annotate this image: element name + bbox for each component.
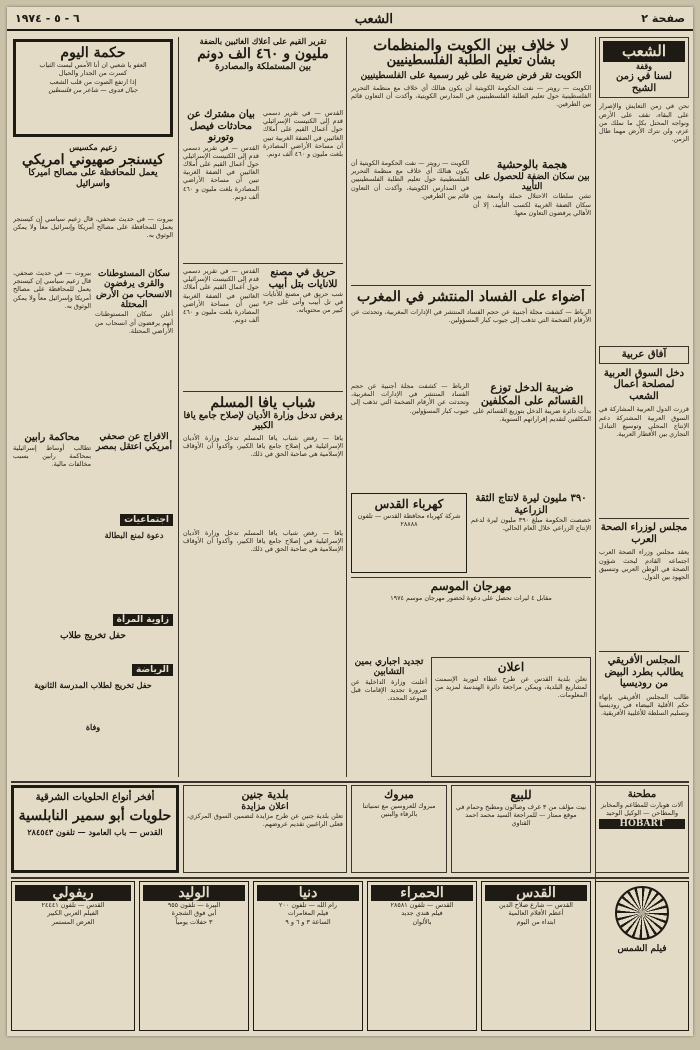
tax-headline: ضريبة الدخل توزع القسائم على المكلفين (480, 382, 584, 407)
rabin-story (13, 432, 91, 502)
tax-body: بدأت دائرة ضريبة الدخل بتوزيع القسائم على المكلفين لتقديم إقراراتهم السنوية. (473, 407, 591, 424)
announcement-body: تعلن بلدية القدس عن طرح عطاء لتوريد الإسمنت لمشاريع البلدية، ويمكن مراجعة دائرة الهندسة لمزيد من المعلومات. (435, 674, 587, 700)
kissinger-headline: كيسنجر صهيوني امريكي (22, 152, 164, 169)
festival-headline: مهرجان الموسم (430, 580, 512, 593)
school-headline: حفل تخريج لطلاب المدرسة الثانوية (34, 681, 152, 690)
cinema-dunya-line-2: فيلم المغامرات (287, 909, 329, 918)
school-brief (13, 681, 173, 721)
hobart-ad (595, 785, 689, 873)
cinema-dunya-line-1: رام الله — تلفون ٢٠٠ (278, 901, 338, 910)
graduation-brief (13, 631, 173, 655)
settlers-body: أعلن سكان المستوطنات أنهم يرفضون أي انسحاب من الأراضي المحتلة. (95, 310, 173, 335)
announcement-headline: اعلان (497, 660, 525, 674)
announcement-box (431, 657, 591, 777)
jaffa-headline: شباب يافا المسلم (210, 395, 316, 411)
divider (351, 285, 591, 286)
sweets-line-1: أفخر أنواع الحلويات الشرقية (35, 792, 155, 803)
obituary-brief (13, 723, 173, 763)
jaffa-body-continued: يافا — رفض شباب يافا المسلم تدخل وزارة الأديان الإسرائيلية في إصلاح جامع يافا الكبير، وأكدوا أن الأوقاف الإسلامية هي صاحبة الحق في ذلك. (183, 529, 343, 554)
health-ministers-body: يعقد مجلس وزراء الصحة العرب اجتماعه القادم لبحث شؤون الصحة في الوطن العربي وتنسيق الجهود بين الدول. (599, 548, 689, 582)
land-body: القدس — في تقرير دسمي قدم إلى الكنيست الإسرائيلي حول أعمال القيم على أملاك الغائبين في الضفة الغربية تبين أن مساحة الأراضي المصادرة بلغت مليون و ٤٦٠ ألف دونم. (263, 109, 343, 159)
proverb-line-2: كسرت من الجدار والحبال (58, 69, 128, 78)
editorial-heading: لسنا في زمن الشبح (616, 71, 672, 94)
rabin-body: تطالب أوساط إسرائيلية بمحاكمة رابين بسبب مخالفات مالية. (13, 443, 91, 468)
journalist-story (95, 432, 173, 502)
lead-body-continued: الكويت — رويتر — نفت الحكومة الكويتية أن يكون هنالك أي خلاف مع منظمة التحرير الفلسطينية حول تعليم الطلبة الفلسطينيين في المدارس الكويتية، وأكدت أن التعاون قائم بين الطرفين. (351, 159, 469, 200)
women-flag (13, 607, 173, 629)
rabin-headline: محاكمة رابين (24, 432, 80, 443)
cinema-walid-line-3: ٣ حفلات يومياً (175, 917, 213, 926)
cinema-rivoli (11, 881, 135, 1031)
statement-story (183, 109, 259, 259)
column-rule (178, 37, 179, 777)
unemployment-story (95, 531, 173, 601)
fire-body-continued: القدس — في تقرير دسمي قدم إلى الكنيست الإسرائيلي حول أعمال القيم على أملاك الغائبين في الضفة الغربية تبين أن مساحة الأراضي المصادرة بلغت مليون و ٤٦٠ ألف دونم. (183, 267, 259, 325)
cinema-dunya-line-3: الساعة ٣ و ٦ و ٩ (285, 917, 331, 926)
morocco-body: الرباط — كشفت مجلة أجنبية عن حجم الفساد المنتشر في الإدارات المغربية، وتحدثت عن الأرقام الضخمة التي تذهب إلى جيوب كبار المسؤولين. (351, 308, 591, 325)
cinema-hamra-name: الحمراء (371, 885, 473, 901)
morocco-story (351, 289, 591, 379)
cinema-walid (139, 881, 249, 1031)
land-headline: مليون و ٤٦٠ الف دونم (197, 46, 329, 63)
journalist-headline: الافراج عن صحفي أمريكي اعتقل بمصر (96, 432, 172, 453)
editorial-logo: الشعب (603, 41, 685, 62)
cinema-walid-name: الوليد (143, 885, 245, 901)
cinema-walid-line-2: أبي فوق الشجرة (171, 909, 217, 918)
wedding-ad (351, 785, 447, 873)
proverb-box (13, 39, 173, 137)
arab-market-headline: دخل السوق العربية لمصلحة أعمال الشعب (603, 367, 685, 402)
cinema-hamra-line-3: بالألوان (412, 917, 432, 926)
electric-ad-body: شركة كهرباء محافظة القدس — تلفون ٢٨٨٨٨ (357, 511, 461, 528)
sweets-line-3: القدس — باب العامود — تلفون ٢٨٤٥٤٣ (27, 826, 163, 837)
cinema-quds-line-2: أعظم الأفلام العالمية (508, 909, 564, 918)
agriculture-body: خصصت الحكومة مبلغ ٣٩٠ مليون ليرة لدعم الإنتاج الزراعي خلال العام الحالي. (471, 516, 591, 533)
page-label: صفحة ٢ (641, 12, 685, 25)
wedding-headline: مبروك (384, 788, 414, 801)
african-council-headline: المجلس الأفريقي يطالب بطرد البيض من روديسيا (604, 655, 684, 690)
land-kicker: تقرير القيم على أعلاك الغائبين بالضفة (199, 37, 327, 46)
lead-headline-2: بشأن تعليم الطلبة الفلسطينيين (386, 53, 556, 69)
section-divider (11, 877, 689, 879)
column-rule (595, 37, 596, 897)
women-flag-label: زاوية المرأة (113, 614, 173, 626)
kissinger-body: بيروت — في حديث صحفي، قال زعيم سياسي إن كيسنجر يعمل للمحافظة على مصالح أمريكا وإسرائيل معاً ولا يمكن الوثوق به. (13, 215, 173, 240)
cinema-dunya-name: دنيا (257, 885, 359, 901)
sports-flag (13, 657, 173, 679)
tax-story (473, 382, 591, 490)
editorial-body: نحن في زمن التعايش والإصرار على البقاء، نقف على الأرض ونواجه المحتل بكل ما نملك من عزم، ولن نترك الأرض مهما طال الزمن. (599, 102, 689, 144)
divider (351, 577, 591, 578)
divider (599, 651, 689, 652)
statement-body: القدس — في تقرير دسمي قدم إلى الكنيست الإسرائيلي حول أعمال القيم على أملاك الغائبين في الضفة الغربية تبين أن مساحة الأراضي المصادرة بلغت مليون و ٤٦٠ ألف دونم. (183, 143, 259, 201)
festival-body: مقابل ٤ ليرات تحصل على دعوة لحضور مهرجان موسم ١٩٧٤ (390, 593, 552, 602)
sun-caption: فيلم الشمس (617, 944, 667, 954)
graduation-headline: حفل تخريج طلاب (60, 631, 126, 641)
proverb-line-3: إذا ارتفع الصوت من قلب الشعب (49, 77, 137, 86)
jenin-headline: بلدية جنين (241, 788, 289, 801)
kissinger-body-continued: بيروت — في حديث صحفي، قال زعيم سياسي إن كيسنجر يعمل للمحافظة على مصالح أمريكا وإسرائيل معاً ولا يمكن الوثوق به. (13, 269, 91, 310)
health-ministers-headline: مجلس لوزراء الصحة العرب (600, 522, 688, 545)
settlers-headline: سكان المستوطنات والقرى يرفضون الانسحاب من الأرض المحتلة (96, 269, 172, 311)
proverb-attribution: جبال فدوى — شاعر من فلسطين (48, 85, 138, 94)
sports-flag-label: الرياضة (132, 664, 173, 676)
obituary-headline: وفاة (85, 723, 101, 732)
divider (183, 263, 343, 264)
cinema-rivoli-name: ريفولي (15, 885, 131, 901)
fire-story (263, 267, 343, 387)
arab-market-body: قررت الدول العربية المشاركة في السوق العربية المشتركة دعم الإنتاج المحلي وتوسيع التبادل التجاري بين الأقطار العربية. (599, 405, 689, 439)
social-flag-label: اجتماعيات (120, 514, 173, 526)
cinema-hamra-line-2: فيلم هندي جديد (401, 909, 443, 918)
sweets-ad (11, 785, 179, 873)
hobart-logo: HOBART (599, 819, 685, 829)
settlers-story (95, 269, 173, 429)
cinema-rivoli-line-1: القدس — تلفون ٢٤٤٤١ (41, 901, 105, 910)
electric-ad (351, 493, 467, 573)
kissinger-sub: يعمل للمحافظة على مصالح اميركا واسرائيل (28, 168, 158, 189)
jordan-sub: بين سكان الضفة للحصول على التأييد (474, 171, 590, 192)
cinema-rivoli-line-2: الفيلم العربي الكبير (47, 909, 99, 918)
cinema-quds-line-1: القدس — شارع صلاح الدين (499, 901, 573, 910)
kissinger-kicker: زعيم مكسيس (69, 143, 117, 152)
arab-horizons-badge: آفاق عربية (599, 346, 689, 364)
renewal-body: أعلنت وزارة الداخلية عن ضرورة تجديد الإقامات قبل الموعد المحدد. (351, 677, 427, 703)
african-council-body: طالب المجلس الأفريقي بإنهاء حكم الأقلية البيضاء في روديسيا وتسليم السلطة للأغلبية الأفريقية. (599, 692, 689, 718)
cinema-hamra (367, 881, 477, 1031)
kissinger-story (13, 143, 173, 213)
divider (599, 518, 689, 519)
electric-ad-title: كهرباء القدس (374, 497, 444, 511)
lead-story (351, 37, 591, 157)
newspaper-page (7, 7, 693, 1036)
cinema-dunya (253, 881, 363, 1031)
festival-story (351, 580, 591, 655)
lead-subhead: الكويت تقر فرض ضريبة على غير رسمية على الفلسطينيين (360, 71, 582, 82)
jaffa-body: يافا — رفض شباب يافا المسلم تدخل وزارة الأديان الإسرائيلية في إصلاح جامع يافا الكبير، وأكدوا أن الأوقاف الإسلامية هي صاحبة الحق في ذلك. (183, 433, 343, 459)
jenin-sub: اعلان مزايدة (241, 801, 289, 812)
unemployment-headline: دعوة لمنع البطالة (104, 531, 164, 540)
morocco-continued (351, 382, 469, 490)
jordan-headline: هجمة بالوحشية (496, 159, 568, 171)
jordan-story (473, 159, 591, 281)
editorial-box (599, 37, 689, 98)
renewal-headline: تجديد اجباري بمين التشابين (354, 657, 424, 678)
lead-headline: لا خلاف بين الكويت والمنظمات (373, 37, 569, 54)
jaffa-sub: يرفض تدخل وزارة الأديان لإصلاح جامع يافا الكبير (183, 411, 343, 432)
column-rule (346, 37, 347, 777)
sun-ad (595, 881, 689, 1031)
cinema-quds-name: القدس (485, 885, 587, 901)
hobart-headline: مطحنة (627, 789, 657, 800)
fire-headline: حريق في مصنع للانايات بتل أبيب (268, 267, 338, 290)
section-divider (11, 781, 689, 783)
sale-ad (451, 785, 591, 873)
jenin-ad (183, 785, 347, 873)
cinema-quds-line-3: ابتداء من اليوم (516, 917, 556, 926)
jenin-body: تعلن بلدية جنين عن طرح مزايدة لتضمين السوق المركزي، فعلى الراغبين تقديم عروضهم. (187, 811, 343, 829)
renewal-story (351, 657, 427, 777)
wedding-body: مبروك للعروسين مع تمنياتنا بالرفاء والبنين (362, 801, 436, 818)
morocco-headline: أضواء على الفساد المنتشر في المغرب (357, 289, 585, 305)
jordan-body: تشن سلطات الاحتلال حملة واسعة بين سكان الضفة الغربية لكسب التأييد، إلا أن الأهالي يرفضون التعاون معها. (473, 192, 591, 217)
issue-date: ٦ - ٥ - ١٩٧٤ (15, 12, 80, 25)
jaffa-story (183, 395, 343, 525)
morocco-body-2: الرباط — كشفت مجلة أجنبية عن حجم الفساد المنتشر في الإدارات المغربية، وتحدثت عن الأرقام الضخمة التي تذهب إلى جيوب كبار المسؤولين. (351, 382, 469, 415)
land-sub: بين المستملكة والمصادرة (215, 62, 311, 73)
statement-headline: بيان مشترك عن محادثات فيصل وتورنو (187, 109, 255, 143)
proverb-title: حكمة اليوم (60, 45, 126, 61)
sweets-line-2: حلويات أبو سمير النابلسية (18, 807, 172, 824)
cinema-walid-line-1: البيرة — تلفون ٩٥٥ (167, 901, 221, 910)
divider (183, 391, 343, 392)
social-flag (13, 507, 173, 529)
sun-icon (615, 886, 669, 940)
sale-headline: للبيع (510, 788, 532, 802)
cinema-rivoli-line-3: العرض المستمر (51, 917, 95, 926)
land-story (183, 37, 343, 107)
right-column (599, 37, 689, 817)
sale-body: بيت مؤلف من ٣ غرف وصالون ومطبخ وحمام في موقع ممتاز — للمراجعة السيد محمد احمد القتاوي (456, 802, 586, 828)
cinema-hamra-line-1: القدس — تلفون ٢٨٥٨١ (390, 901, 454, 910)
lead-body: الكويت — رويتر — نفت الحكومة الكويتية أن يكون هنالك أي خلاف مع منظمة التحرير الفلسطينية حول تعليم الطلبة الفلسطينيين في المدارس الكويتية، وأكدت أن التعاون قائم بين الطرفين. (351, 83, 591, 108)
editorial-subtitle: وقفة (635, 61, 653, 72)
masthead (7, 7, 693, 31)
paper-name: الشعب (354, 12, 393, 27)
agriculture-story (471, 493, 591, 573)
hobart-body: آلات هوبارت للمطاعم والمخابز والمطاحن — الوكيل الوحيد (601, 800, 683, 817)
fire-body: شب حريق في مصنع للأنايات في تل أبيب وأتى على جزء كبير من محتوياته. (263, 290, 343, 315)
agriculture-headline: ٣٩٠ مليون ليرة لانتاج الثقة الزراعية (475, 493, 587, 516)
proverb-line-1: العفو يا شعبي ان أنا الأمس لبست الثياب (39, 61, 147, 70)
cinema-quds (481, 881, 591, 1031)
